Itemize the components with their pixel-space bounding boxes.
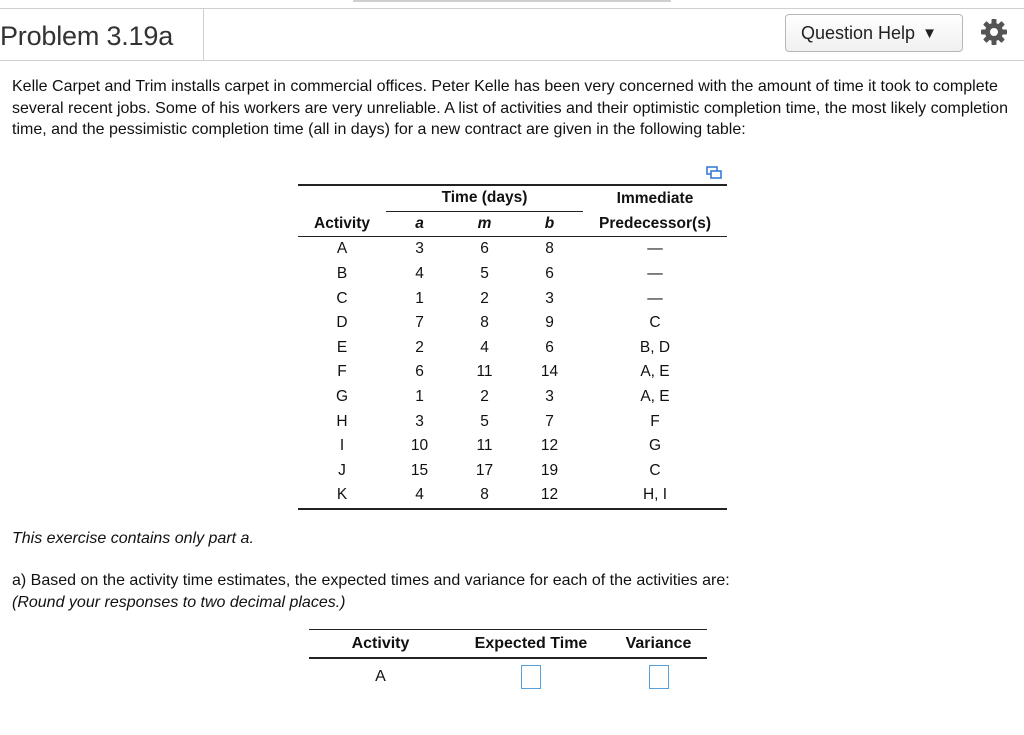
b-cell: 12 (516, 483, 583, 509)
m-cell: 4 (480, 338, 489, 356)
optimistic-column-header: a (386, 211, 453, 237)
activity-cell: D (336, 314, 348, 332)
header-spacer (298, 185, 386, 211)
activity-cell: B (336, 265, 348, 283)
activity-cell: F (337, 363, 347, 381)
question-help-label: Question Help (801, 22, 916, 43)
time-days-header: Time (days) (386, 185, 583, 211)
activity-cell: K (298, 483, 386, 509)
copy-icon[interactable] (706, 166, 722, 180)
a-cell: 2 (415, 338, 424, 356)
dropdown-arrow-icon: ▼ (922, 24, 937, 42)
a-cell: 10 (410, 437, 429, 455)
table-row (298, 360, 727, 385)
question-text (12, 570, 730, 613)
a-cell: 7 (415, 314, 424, 332)
activity-cell: E (336, 338, 348, 356)
m-cell: 2 (480, 388, 489, 406)
answer-row (309, 658, 707, 695)
table-row (298, 434, 727, 459)
answer-activity-cell: A (375, 668, 386, 685)
page-title: Problem 3.19a (0, 21, 174, 51)
m-cell: 11 (476, 437, 493, 455)
table-row (298, 483, 727, 509)
header (0, 9, 1024, 61)
problem-description: Kelle Carpet and Trim installs carpet in commercial offices. Peter Kelle has been very concerned with the amount of time it took to complete several recent jobs. Some of his workers are very unreliable. A list of activities and their optimistic completion time, the most likely completion time, and the pessimistic completion time (all in days) for a new contract are given in the following table: (12, 78, 1008, 138)
question-prompt: a) Based on the activity time estimates, the expected times and variance for each of the activities are: (12, 572, 730, 589)
b-cell: 3 (545, 289, 554, 307)
predecessor-cell: H, I (583, 483, 727, 509)
predecessor-cell: — (647, 289, 663, 307)
table-row (298, 262, 727, 287)
title-divider (203, 9, 204, 60)
expected-time-header: Expected Time (452, 630, 610, 659)
b-cell: 9 (545, 314, 554, 332)
gear-icon[interactable] (979, 17, 1009, 47)
activity-table (298, 184, 727, 510)
b-cell: 14 (540, 363, 559, 381)
b-cell: 12 (540, 437, 559, 455)
answer-table (309, 629, 707, 695)
m-cell: 8 (453, 483, 516, 509)
m-cell: 5 (480, 265, 489, 283)
activity-cell: A (336, 240, 348, 258)
expected-time-input[interactable] (521, 665, 541, 689)
table-row (298, 237, 727, 262)
m-cell: 17 (475, 461, 494, 479)
expected-time-cell (452, 658, 610, 695)
a-cell: 15 (410, 461, 429, 479)
activity-cell: G (335, 388, 349, 406)
b-cell: 6 (545, 265, 554, 283)
m-cell: 5 (480, 412, 489, 430)
m-cell: 2 (480, 289, 489, 307)
activity-cell: H (336, 412, 348, 430)
variance-input[interactable] (649, 665, 669, 689)
m-cell: 11 (476, 363, 493, 381)
most-likely-column-header: m (453, 211, 516, 237)
b-cell: 3 (545, 388, 554, 406)
predecessor-cell: F (650, 412, 660, 430)
a-cell: 1 (415, 388, 424, 406)
m-cell: 8 (480, 314, 489, 332)
b-cell: 7 (545, 412, 554, 430)
variance-cell (610, 658, 707, 695)
predecessor-header-line1: Immediate (583, 185, 727, 211)
b-cell: 6 (545, 338, 554, 356)
activity-cell: I (339, 437, 345, 455)
top-accent-bar (353, 0, 671, 2)
table-row (298, 311, 727, 336)
activity-column-header: Activity (298, 211, 386, 237)
a-cell: 4 (415, 265, 424, 283)
predecessor-cell: — (647, 265, 663, 283)
activity-cell: C (336, 289, 348, 307)
rounding-instruction: (Round your responses to two decimal places.) (12, 593, 346, 611)
table-row (298, 336, 727, 361)
a-cell: 4 (386, 483, 453, 509)
predecessor-cell: — (647, 240, 663, 258)
b-cell: 8 (545, 240, 554, 258)
b-cell: 19 (540, 461, 559, 479)
a-cell: 3 (415, 240, 424, 258)
predecessor-cell: C (649, 461, 661, 479)
predecessor-cell: G (648, 437, 662, 455)
a-cell: 3 (415, 412, 424, 430)
predecessor-cell: A, E (640, 363, 670, 381)
table-row (298, 385, 727, 410)
a-cell: 6 (415, 363, 424, 381)
m-cell: 6 (480, 240, 489, 258)
table-row (298, 409, 727, 434)
pessimistic-column-header: b (516, 211, 583, 237)
activity-cell: J (338, 461, 346, 479)
predecessor-cell: A, E (640, 388, 670, 406)
question-help-button[interactable] (785, 14, 963, 52)
a-cell: 1 (415, 289, 424, 307)
variance-header: Variance (610, 630, 707, 659)
predecessor-header-line2: Predecessor(s) (583, 211, 727, 237)
table-row (298, 286, 727, 311)
answer-activity-header: Activity (309, 630, 452, 659)
table-row (298, 459, 727, 484)
predecessor-cell: B, D (639, 338, 671, 356)
predecessor-cell: C (649, 314, 661, 332)
part-note: This exercise contains only part a. (12, 530, 254, 547)
